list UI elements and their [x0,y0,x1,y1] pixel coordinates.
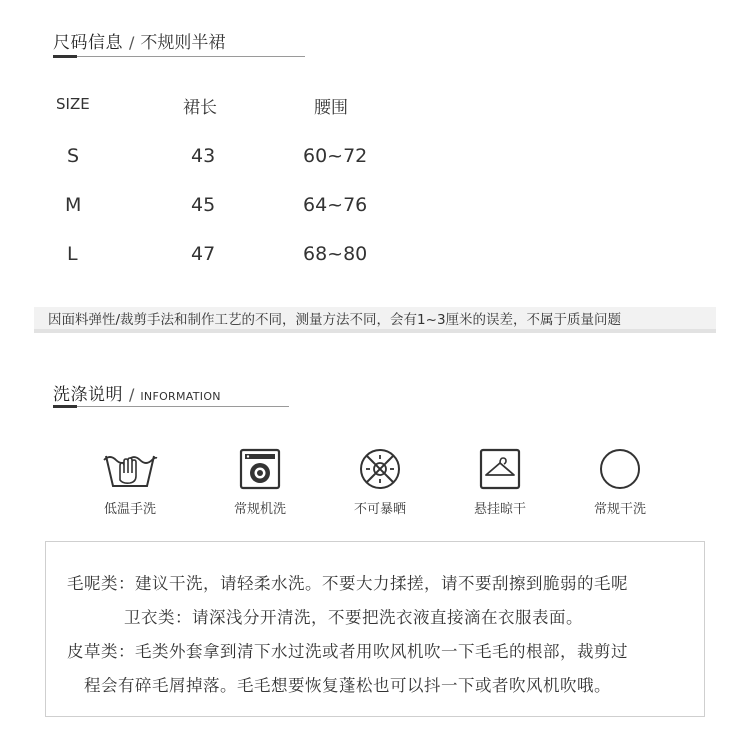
care-icon-item [90,448,170,517]
care-section-underline [53,406,289,407]
care-section-title: 洗涤说明 [53,385,123,405]
machine-wash-icon [230,448,290,490]
size-table-cell: L [67,243,78,265]
size-section-subtitle: 不规则半裙 [140,33,226,53]
care-icon-item [460,448,540,517]
dry-clean-icon [590,448,650,490]
size-table-cell: 43 [191,145,216,167]
care-instructions-box [45,541,705,717]
care-icon-label: 悬挂晾干 [473,502,526,517]
size-table-cell: S [67,145,80,167]
size-table-header: 腰围 [314,98,348,118]
no-sun-icon [350,448,410,490]
care-icon-label: 常规机洗 [233,502,286,517]
size-table-cell: 60~72 [303,145,368,167]
size-table-cell: 64~76 [303,194,368,216]
care-icon-item [220,448,300,517]
care-icon-label: 低温手洗 [103,502,156,517]
size-section-separator: / [129,33,135,52]
size-table-row [54,243,414,273]
size-table-row [54,145,414,175]
size-section-underline-accent [53,55,77,58]
size-table-header: SIZE [56,95,90,113]
care-icon-item [580,448,660,517]
measurement-note: 因面料弹性/裁剪手法和制作工艺的不同，测量方法不同，会有1~3厘米的误差，不属于质量问题 [34,307,716,333]
size-section-underline [53,56,305,57]
size-section-header [53,28,225,53]
size-table-row [54,194,414,224]
care-icon-item [340,448,420,517]
care-icon-label: 常规干洗 [593,502,646,517]
care-text-line: 卫衣类：请深浅分开清洗，不要把洗衣液直接滴在衣服表面。 [124,608,583,627]
size-section-title: 尺码信息 [53,33,123,53]
size-table-header: 裙长 [183,98,217,118]
care-section-separator: / [129,385,135,404]
care-icon-label: 不可暴晒 [353,502,406,517]
care-text-line: 毛呢类：建议干洗，请轻柔水洗。不要大力揉搓，请不要刮擦到脆弱的毛呢 [67,574,628,593]
size-table-cell: M [65,194,82,216]
hang-dry-icon [470,448,530,490]
hand-wash-icon [100,448,160,490]
care-section-header [53,380,221,405]
size-table-cell: 45 [191,194,216,216]
size-table-cell: 47 [191,243,216,265]
care-icons [90,448,690,528]
size-table-header-row [54,93,414,123]
size-table-cell: 68~80 [303,243,368,265]
care-text-line: 皮草类：毛类外套拿到清下水过洗或者用吹风机吹一下毛毛的根部，裁剪过 [67,642,628,661]
care-section-underline-accent [53,405,77,408]
care-section-subtitle: INFORMATION [140,390,221,403]
care-text-line: 程会有碎毛屑掉落。毛毛想要恢复蓬松也可以抖一下或者吹风机吹哦。 [84,676,611,695]
